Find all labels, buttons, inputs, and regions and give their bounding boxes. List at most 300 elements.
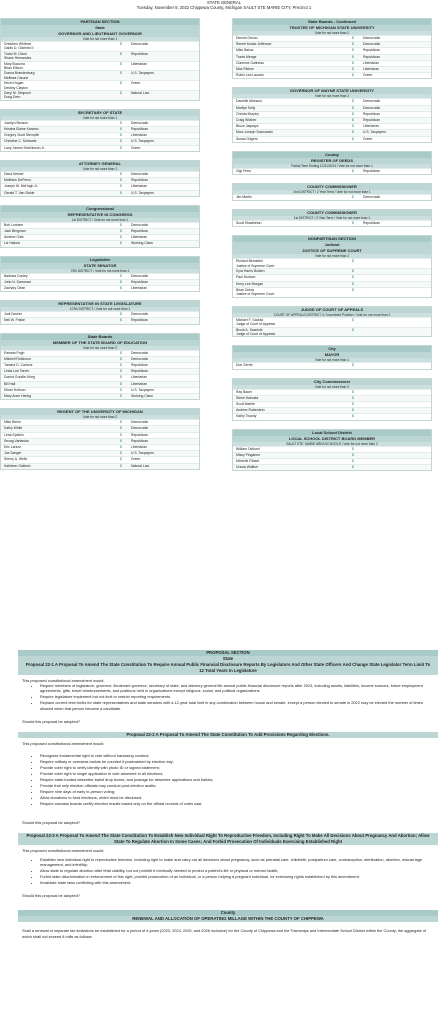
- candidate-name-cell: [1, 357, 111, 362]
- dollar-sign-icon: $: [352, 42, 354, 47]
- vote-instruction: Partial Term Ending 12/31/2024 / Vote for not more than 1: [233, 164, 431, 168]
- candidate-name-cell: [233, 453, 343, 458]
- candidate-party: Working Class: [131, 393, 153, 398]
- candidate-row[interactable]: [233, 407, 431, 413]
- right-column: [232, 18, 432, 479]
- candidate-row[interactable]: [1, 228, 199, 234]
- dollar-sign-icon: $: [120, 444, 122, 449]
- contest-section: [232, 209, 432, 227]
- candidate-name-cell: [233, 73, 343, 78]
- candidate-party: Democratic: [363, 105, 381, 110]
- candidate-party: Republican: [131, 318, 148, 323]
- candidate-row[interactable]: [1, 126, 199, 132]
- dollar-sign-icon: $: [120, 190, 122, 195]
- candidate-name: Danielle Atkinson: [236, 99, 263, 104]
- candidate-party: Republican: [363, 221, 380, 226]
- candidate-party: Democratic: [131, 420, 149, 425]
- candidate-party: Democratic: [131, 426, 149, 431]
- candidate-row[interactable]: [233, 47, 431, 53]
- contest-title: SECRETARY OF STATE: [1, 110, 199, 116]
- candidate-name: Neil W. Friske: [4, 318, 25, 323]
- candidate-party: Republican: [131, 228, 148, 233]
- candidate-party: Libertarian: [131, 285, 148, 290]
- dollar-sign-icon: $: [352, 259, 354, 264]
- proposal-list: [40, 753, 434, 806]
- dollar-sign-icon: $: [352, 60, 354, 65]
- candidate-name: Kevin Hogan: [4, 81, 24, 86]
- candidate-row[interactable]: [233, 60, 431, 66]
- candidate-row[interactable]: [1, 387, 199, 393]
- candidate-name: Kathleen Oakford: [4, 463, 31, 468]
- dollar-sign-icon: $: [352, 168, 354, 173]
- vote-instruction: Vote for not more than 2: [233, 254, 431, 258]
- candidate-party: Republican: [131, 178, 148, 183]
- proposal-question: Should this proposal be adopted?: [22, 718, 80, 724]
- candidate-name: Mitchell Robinson: [4, 356, 31, 361]
- candidate-row[interactable]: [233, 136, 431, 142]
- candidate-row[interactable]: [1, 444, 199, 450]
- candidate-party: Libertarian: [131, 133, 148, 138]
- candidate-party: [363, 363, 431, 368]
- candidate-name: Michelle Ribant: [236, 458, 260, 463]
- dollar-sign-icon: $: [120, 381, 122, 386]
- candidate-name-cell: [233, 106, 343, 111]
- candidate-row[interactable]: [1, 456, 199, 462]
- candidate-row[interactable]: [233, 168, 431, 174]
- candidate-row[interactable]: [233, 446, 431, 452]
- candidate-name-cell: [1, 375, 111, 380]
- candidate-party: Green: [363, 73, 373, 78]
- candidate-row[interactable]: [1, 419, 199, 425]
- candidate-second-name: Justice of Supreme Court: [236, 263, 275, 268]
- dollar-sign-icon: $: [352, 389, 354, 394]
- candidate-name: Susan Odgers: [236, 136, 258, 141]
- section-band: County: [233, 152, 431, 158]
- candidate-party: [363, 465, 431, 470]
- candidate-name: Bill Hall: [4, 381, 16, 386]
- county-band: County: [18, 910, 438, 916]
- dollar-sign-icon: $: [352, 408, 354, 413]
- candidate-row[interactable]: [1, 222, 199, 228]
- candidate-name-cell: [233, 195, 343, 200]
- section-band: PARTISAN SECTION: [1, 19, 199, 25]
- candidate-name: Scott Shackleton: [236, 221, 262, 226]
- contest-section: [0, 160, 200, 197]
- candidate-name: Brian Zahra: [236, 287, 254, 292]
- contest-title: STATE SENATOR: [1, 263, 199, 269]
- candidate-name: Eric Larson: [4, 444, 22, 449]
- candidate-row[interactable]: [1, 425, 199, 431]
- candidate-row[interactable]: [1, 145, 199, 151]
- candidate-row[interactable]: [233, 458, 431, 464]
- candidate-party: [363, 328, 431, 337]
- candidate-name-cell: [1, 235, 111, 240]
- candidate-party: Republican: [131, 362, 148, 367]
- dollar-sign-icon: $: [120, 463, 122, 468]
- candidate-name-cell: [1, 91, 111, 100]
- proposal-intro: This proposed constitutional amendment would:: [22, 848, 105, 854]
- dollar-sign-icon: $: [352, 269, 354, 274]
- dollar-sign-icon: $: [352, 118, 354, 123]
- candidate-party: Republican: [131, 51, 148, 56]
- candidate-name: Kyra Harris Bolden: [236, 269, 265, 274]
- candidate-name: Ray Bauer: [236, 389, 253, 394]
- candidate-row[interactable]: [233, 395, 431, 401]
- dollar-sign-icon: $: [352, 130, 354, 135]
- candidate-row[interactable]: [233, 194, 431, 200]
- vote-instruction: 1st DISTRICT / 2 Year Term / Vote for not more than 1: [233, 216, 431, 220]
- candidate-party: Republican: [363, 48, 380, 53]
- contest-section: [232, 378, 432, 421]
- contest-section: [0, 300, 200, 324]
- candidate-party: [363, 402, 431, 407]
- section-band: State Boards: [1, 334, 199, 340]
- dollar-sign-icon: $: [120, 420, 122, 425]
- candidate-name: Pamela Pugh: [4, 350, 25, 355]
- candidate-party: Democratic: [363, 99, 381, 104]
- candidate-row[interactable]: [1, 70, 199, 80]
- candidate-party: Green: [131, 145, 141, 150]
- candidate-name-cell: [1, 363, 111, 368]
- candidate-name: Jocelyn Benson: [4, 120, 28, 125]
- proposal-22-1: [18, 662, 438, 732]
- candidate-row[interactable]: [1, 171, 199, 177]
- proposal-item: • Invalidate state laws conflicting with this amendment.: [40, 880, 434, 885]
- candidate-row[interactable]: [1, 368, 199, 374]
- dollar-sign-icon: $: [120, 318, 122, 323]
- candidate-name-cell: [1, 133, 111, 138]
- dollar-sign-icon: $: [120, 120, 122, 125]
- candidate-row[interactable]: [1, 138, 199, 144]
- candidate-name: Dennis Denno: [236, 36, 258, 40]
- candidate-name-cell: [1, 81, 111, 90]
- section-subband: State: [1, 25, 199, 31]
- proposal-section: [18, 650, 438, 942]
- contest-section: [232, 429, 432, 472]
- candidate-name-cell: [1, 388, 111, 393]
- proposal-list: [40, 857, 434, 886]
- contest-section: [0, 205, 200, 248]
- candidate-party: [363, 408, 431, 413]
- candidate-name: Christa Murphy: [236, 111, 259, 116]
- candidate-name: Ursula Walther: [236, 465, 259, 470]
- candidate-row[interactable]: [1, 177, 199, 183]
- candidate-row[interactable]: [233, 123, 431, 129]
- dollar-sign-icon: $: [120, 222, 122, 227]
- vote-instruction: 107th DISTRICT / Vote for not more than 1: [1, 307, 199, 311]
- candidate-row[interactable]: [233, 389, 431, 395]
- vote-instruction: Vote for not more than 1: [233, 358, 431, 362]
- candidate-row[interactable]: [1, 41, 199, 51]
- dollar-sign-icon: $: [352, 395, 354, 400]
- candidate-row[interactable]: [233, 413, 431, 419]
- candidate-row[interactable]: [1, 381, 199, 387]
- section-band: Congressional: [1, 206, 199, 212]
- candidate-name: Donna Brandenburg: [4, 71, 35, 76]
- candidate-row[interactable]: [1, 90, 199, 100]
- candidate-second-name: Shane Hernandez: [4, 56, 32, 61]
- dollar-sign-icon: $: [352, 414, 354, 419]
- candidate-name-cell: [1, 71, 111, 80]
- proposal-state-band: State: [18, 656, 438, 662]
- proposal-item: • Forbid state discrimination in enforcement of this right; prohibit prosecution of an individual, or a person helping a pregnant individual, for exercising rights established by this amendment;: [40, 874, 434, 879]
- candidate-row[interactable]: [1, 356, 199, 362]
- dollar-sign-icon: $: [120, 369, 122, 374]
- candidate-name-cell: [233, 408, 343, 413]
- contest-title: City Commissioner: [233, 379, 431, 385]
- candidate-name-cell: [1, 286, 111, 291]
- proposal-title: Proposal 22-2 A Proposal To Amend The State Constitution To Add Provisions Regarding Elections.: [18, 732, 438, 738]
- dollar-sign-icon: $: [120, 312, 122, 317]
- candidate-row[interactable]: [233, 111, 431, 117]
- candidate-row[interactable]: [233, 258, 431, 268]
- candidate-row[interactable]: [233, 287, 431, 297]
- candidate-name-cell: [233, 414, 343, 419]
- candidate-name-cell: [1, 426, 111, 431]
- candidate-name: Gretchen Whitmer: [4, 42, 32, 46]
- candidate-name-cell: [1, 369, 111, 374]
- candidate-row[interactable]: [1, 183, 199, 189]
- left-column: [0, 18, 200, 478]
- candidate-name: Joe Sanger: [4, 451, 22, 456]
- candidate-row[interactable]: [233, 117, 431, 123]
- proposal-item: • Require members of legislature, governor, lieutenant governor, secretary of state, and attorney general file annual public financial disclosure reports after 2023, including assets, liabilities, income sources, future employment agreements, gifts, travel reimbursements, and positions held in organizations except religious, social, and political organizations.: [40, 683, 434, 694]
- candidate-name: Sevag Vartanian: [4, 438, 29, 443]
- candidate-party: Democratic: [131, 273, 149, 278]
- candidate-party: [363, 282, 431, 287]
- candidate-row[interactable]: [1, 61, 199, 71]
- candidate-name-cell: [1, 229, 111, 234]
- candidate-name: Bob Lorinser: [4, 222, 24, 227]
- contest-title: MAYOR: [233, 352, 431, 358]
- candidate-row[interactable]: [233, 66, 431, 72]
- candidate-row[interactable]: [233, 105, 431, 111]
- dollar-sign-icon: $: [120, 171, 122, 176]
- dollar-sign-icon: $: [352, 401, 354, 406]
- proposal-item: • Require military or overseas ballots be counted if postmarked by election day;: [40, 759, 434, 764]
- dollar-sign-icon: $: [120, 178, 122, 183]
- contest-title: GOVERNOR OF WAYNE STATE UNIVERSITY: [233, 88, 431, 94]
- candidate-row[interactable]: [233, 274, 431, 280]
- candidate-name-cell: [233, 465, 343, 470]
- candidate-name: Jack Bergman: [4, 228, 26, 233]
- candidate-name: Mary Buzuma: [4, 61, 25, 66]
- candidate-row[interactable]: [233, 220, 431, 226]
- dollar-sign-icon: $: [120, 235, 122, 240]
- candidate-party: [363, 459, 431, 464]
- vote-instruction: Vote for not more than 2: [233, 385, 431, 389]
- section-band: City: [233, 346, 431, 352]
- candidate-name: Kathy Twardy: [236, 414, 257, 419]
- vote-instruction: Vote for not more than 2: [1, 415, 199, 419]
- proposal-item: • Require legislature implement but not limit or restrict reporting requirements.: [40, 694, 434, 699]
- candidate-row[interactable]: [1, 362, 199, 368]
- candidate-party: Green: [363, 136, 373, 141]
- contest-section: [0, 109, 200, 152]
- proposal-item: • Require canvass boards certify election results based only on the official records of votes cast.: [40, 801, 434, 806]
- candidate-party: Democratic: [131, 42, 149, 46]
- candidate-party: [363, 414, 431, 419]
- candidate-name-cell: [233, 48, 343, 53]
- candidate-row[interactable]: [1, 432, 199, 438]
- candidate-name: Donna Gundle-Krieg: [4, 375, 35, 380]
- candidate-row[interactable]: [1, 450, 199, 456]
- candidate-row[interactable]: [1, 350, 199, 356]
- candidate-row[interactable]: [1, 438, 199, 444]
- dollar-sign-icon: $: [120, 81, 122, 86]
- candidate-name: Marilyn Kelly: [236, 105, 256, 110]
- candidate-name-cell: [1, 121, 111, 126]
- candidate-name: Tamara D. Carlone: [4, 362, 33, 367]
- candidate-name-cell: [1, 457, 111, 462]
- candidate-party: Democratic: [131, 356, 149, 361]
- candidate-name-cell: [1, 420, 111, 425]
- candidate-name-cell: [1, 223, 111, 228]
- proposal-question: Should this proposal be adopted?: [22, 892, 80, 898]
- proposal-item: • Provide voter right to single application to vote absentee in all elections;: [40, 771, 434, 776]
- candidate-party: [363, 453, 431, 458]
- candidate-name: Max Riekse: [236, 67, 254, 72]
- proposal-item: • Allow state to regulate abortion after fetal viability, but not prohibit if medically needed to protect a patient's life or physical or mental health;: [40, 868, 434, 873]
- candidate-row[interactable]: [1, 273, 199, 279]
- candidate-row[interactable]: [1, 311, 199, 317]
- candidate-party: Working Class: [131, 241, 153, 246]
- candidate-party: Democratic: [131, 312, 149, 317]
- vote-instruction: Vote for not more than 1: [1, 167, 199, 171]
- candidate-row[interactable]: [1, 234, 199, 240]
- candidate-party: [363, 259, 431, 268]
- candidate-name: Christine C. Schwartz: [4, 139, 37, 144]
- vote-instruction: Vote for not more than 1: [1, 37, 199, 41]
- proposal-section-band: PROPOSAL SECTION: [18, 650, 438, 656]
- candidate-row[interactable]: [233, 281, 431, 287]
- candidate-row[interactable]: [1, 51, 199, 61]
- candidate-name-cell: [1, 52, 111, 61]
- proposal-item: • Require state-funded absentee-ballot drop boxes, and postage for absentee applications and ballots;: [40, 777, 434, 782]
- candidate-row[interactable]: [1, 120, 199, 126]
- candidate-row[interactable]: [233, 98, 431, 104]
- candidate-name-cell: [233, 67, 343, 72]
- candidate-row[interactable]: [233, 268, 431, 274]
- section-band: Local School District: [233, 430, 431, 436]
- candidate-row[interactable]: [1, 132, 199, 138]
- dollar-sign-icon: $: [120, 387, 122, 392]
- candidate-row[interactable]: [1, 80, 199, 90]
- dollar-sign-icon: $: [352, 36, 354, 40]
- candidate-row[interactable]: [1, 285, 199, 291]
- vote-instruction: Vote for not more than 2: [233, 31, 431, 35]
- candidate-party: Republican: [131, 127, 148, 132]
- candidate-name-cell: [233, 282, 343, 287]
- candidate-row[interactable]: [233, 72, 431, 78]
- candidate-row[interactable]: [1, 393, 199, 399]
- candidate-row[interactable]: [1, 279, 199, 285]
- ballot-header: [0, 0, 448, 10]
- dollar-sign-icon: $: [120, 91, 122, 96]
- dollar-sign-icon: $: [352, 287, 354, 292]
- dollar-sign-icon: $: [352, 465, 354, 470]
- candidate-row[interactable]: [233, 317, 431, 327]
- candidate-name: Kathy White: [4, 426, 23, 431]
- contest-title: JUSTICE OF SUPREME COURT: [233, 248, 431, 254]
- proposal-item: • Require nine days of early in-person voting;: [40, 789, 434, 794]
- candidate-row[interactable]: [233, 35, 431, 41]
- candidate-row[interactable]: [233, 362, 431, 368]
- candidate-name: Linda Lee Tarver: [4, 369, 30, 374]
- candidate-row[interactable]: [1, 240, 199, 246]
- candidate-row[interactable]: [1, 317, 199, 323]
- candidate-party: Republican: [131, 438, 148, 443]
- candidate-name-cell: [1, 184, 111, 189]
- dollar-sign-icon: $: [120, 362, 122, 367]
- candidate-name-cell: [233, 169, 343, 174]
- candidate-second-name: Doug Dern: [4, 95, 21, 100]
- candidate-name-cell: [233, 61, 343, 66]
- candidate-name-cell: [233, 328, 343, 337]
- candidate-name: Ethan Hobson: [4, 387, 26, 392]
- candidate-row[interactable]: [233, 327, 431, 337]
- vote-instruction: COURT OF APPEALS DISTRICT 4 / Incumbent Position / Vote for not more than 2: [233, 313, 431, 317]
- candidate-party: Libertarian: [131, 184, 148, 189]
- candidate-second-name: Brian Ellison: [4, 66, 23, 71]
- candidate-party: Democratic: [131, 350, 149, 355]
- candidate-party: Libertarian: [131, 381, 148, 386]
- candidate-name-cell: [1, 464, 111, 469]
- candidate-row[interactable]: [1, 190, 199, 196]
- candidate-row[interactable]: [1, 374, 199, 380]
- dollar-sign-icon: $: [120, 432, 122, 437]
- candidate-name: Michael F. Gadola: [236, 317, 264, 322]
- contest-title: MEMBER OF THE STATE BOARD OF EDUCATION: [1, 340, 199, 346]
- contest-section: [232, 306, 432, 338]
- dollar-sign-icon: $: [120, 241, 122, 246]
- candidate-name-cell: [1, 191, 111, 196]
- contest-title: COUNTY COMMISSIONER: [233, 210, 431, 216]
- candidate-name-cell: [233, 221, 343, 226]
- candidate-name: Mike Behm: [4, 420, 21, 425]
- candidate-name: Dana Nessel: [4, 171, 24, 176]
- proposal-item: • Establish new individual right to reproductive freedom, including right to make and carry out all decisions about pregnancy, such as prenatal care, childbirth, postpartum care, contraception, sterilization, abortion, miscarriage management, and infertility;: [40, 857, 434, 868]
- vote-instruction: Vote for not more than 2: [1, 346, 199, 350]
- dollar-sign-icon: $: [120, 127, 122, 132]
- candidate-name-cell: [233, 259, 343, 268]
- contest-section: [232, 235, 432, 297]
- candidate-row[interactable]: [233, 452, 431, 458]
- candidate-name-cell: [1, 172, 111, 177]
- dollar-sign-icon: $: [120, 285, 122, 290]
- candidate-name-cell: [1, 445, 111, 450]
- candidate-name: Clarence Galineau: [236, 60, 265, 65]
- contest-title: LOCAL SCHOOL DISTRICT BOARD MEMBER: [233, 436, 431, 442]
- proposal-intro: This proposed constitutional amendment would:: [22, 741, 105, 747]
- candidate-name-cell: [233, 363, 343, 368]
- section-band: State Boards - Continued: [233, 19, 431, 25]
- candidate-name-cell: [233, 459, 343, 464]
- candidate-row[interactable]: [233, 129, 431, 135]
- candidate-name: Renee Knake Jefferson: [236, 42, 272, 47]
- candidate-row[interactable]: [233, 401, 431, 407]
- candidate-row[interactable]: [233, 464, 431, 470]
- candidate-name: Matthew DePerno: [4, 178, 32, 183]
- candidate-party: Republican: [131, 369, 148, 374]
- candidate-row[interactable]: [233, 41, 431, 47]
- candidate-row[interactable]: [233, 54, 431, 60]
- proposal-22-2: [18, 732, 438, 833]
- candidate-name-cell: [1, 241, 111, 246]
- candidate-party: Democratic: [131, 222, 149, 227]
- candidate-name: Sherry A. Wells: [4, 457, 28, 462]
- candidate-row[interactable]: [1, 463, 199, 469]
